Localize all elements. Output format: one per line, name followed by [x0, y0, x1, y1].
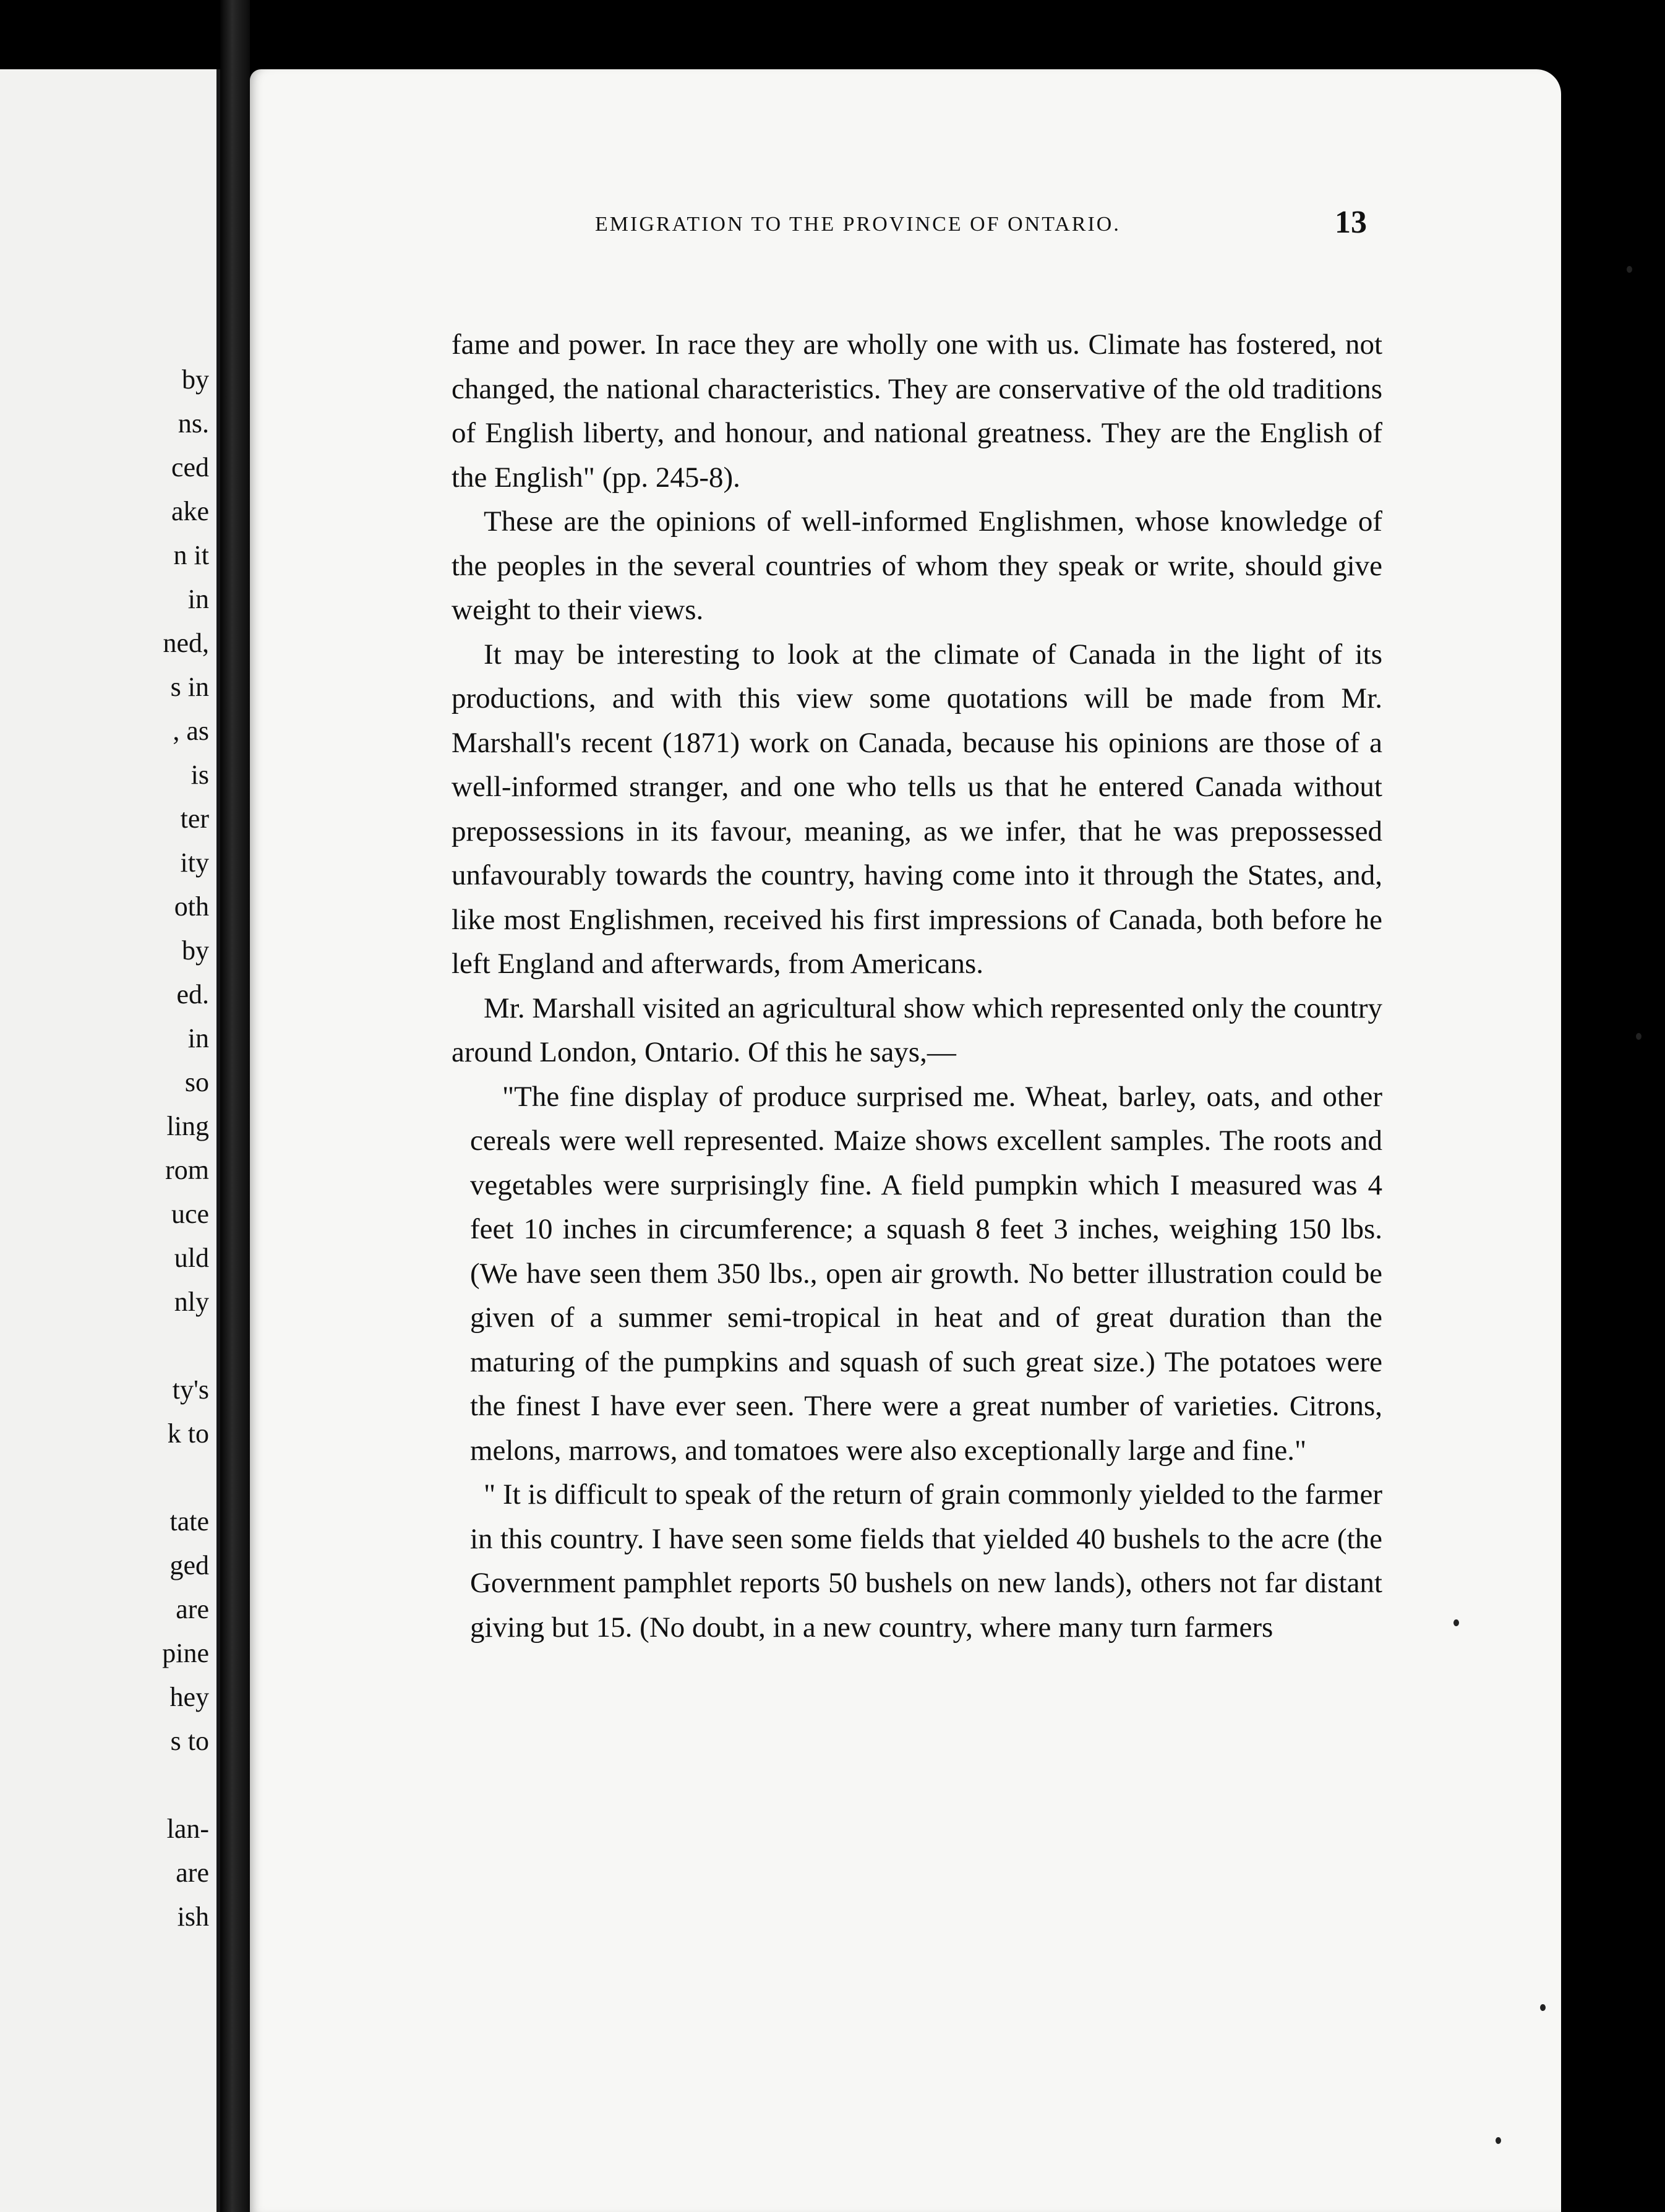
- facing-page-fragment: are: [176, 1594, 209, 1624]
- facing-page-fragment: are: [176, 1858, 209, 1888]
- facing-page-fragment: in: [187, 1023, 209, 1053]
- scan-speck: [1496, 2137, 1501, 2144]
- paragraph: Mr. Marshall visited an agricultural show which represented only the country around London, Ontario. Of this he says,—: [452, 992, 1382, 1068]
- facing-page-fragment: oth: [174, 891, 209, 922]
- facing-page: [0, 69, 220, 2212]
- scan-speck: [1453, 1619, 1459, 1626]
- book-gutter: [220, 0, 250, 2212]
- facing-page-fragment: ake: [171, 496, 209, 526]
- facing-page-fragment: ish: [177, 1901, 209, 1932]
- body-text: [452, 323, 1382, 1650]
- facing-page-fragment: ced: [171, 452, 209, 482]
- facing-page-fragment: k to: [167, 1418, 209, 1449]
- facing-page-fragment: n it: [173, 540, 209, 570]
- scan-speck: [1627, 266, 1632, 273]
- facing-page-fragment: ter: [180, 804, 209, 834]
- facing-page-fragment: ed.: [176, 979, 209, 1010]
- scan-speck: [1636, 1033, 1641, 1040]
- facing-page-fragment: uld: [174, 1243, 209, 1273]
- facing-page-fragment: in: [187, 584, 209, 614]
- scan-speck: [1540, 2004, 1546, 2011]
- facing-page-fragment: ns.: [178, 408, 209, 439]
- facing-page-fragment: rom: [165, 1155, 209, 1185]
- facing-page-fragment: tate: [169, 1506, 209, 1537]
- facing-page-fragment: lan-: [166, 1814, 209, 1844]
- paragraph: fame and power. In race they are wholly one with us. Climate has fostered, not changed, the national characteristics. They are conservative of the old traditions of English liberty, and honour, and national greatness. They are the English of the English" (pp. 245-8).: [452, 328, 1382, 494]
- paragraph: It may be interesting to look at the climate of Canada in the light of its productions, and with this view some quotations will be made from Mr. Marshall's recent (1871) work on Canada, because his opinions are those of a well-informed stranger, and one who tells us that he entered Canada without prepossessions in its favour, meaning, as we infer, that he was prepossessed unfavourably towards the country, having come into it through the States, and, like most Englishmen, received his first impressions of Canada, both before he left England and afterwards, from Americans.: [452, 638, 1382, 980]
- running-title: EMIGRATION TO THE PROVINCE OF ONTARIO.: [595, 213, 1121, 236]
- facing-page-fragment: ned,: [163, 628, 209, 658]
- facing-page-fragment: s to: [170, 1726, 209, 1756]
- facing-page-fragment: uce: [171, 1199, 209, 1229]
- facing-page-fragment: nly: [174, 1287, 209, 1317]
- facing-page-fragment: pine: [162, 1638, 209, 1668]
- running-head: [341, 204, 1380, 247]
- facing-page-fragment: by: [182, 935, 209, 966]
- quoted-paragraph: "The fine display of produce surprised me. Wheat, barley, oats, and other cereals were well represented. Maize shows excellent samples. The roots and vegetables were surprisingly fine. A field pumpkin which I measured was 4 feet 10 inches in circumference; a squash 8 feet 3 inches, weighing 150 lbs. (We have seen them 350 lbs., open air growth. No better illustration could be given of a summer semi-tropical in heat and of great duration than the maturing of the pumpkins and squash of such great size.) The potatoes were the finest I have ever seen. There were a great number of varieties. Citrons, melons, marrows, and tomatoes were also exceptionally large and fine.": [470, 1080, 1382, 1467]
- facing-page-fragment: ged: [169, 1550, 209, 1580]
- facing-page-fragment: is: [190, 760, 209, 790]
- facing-page-fragment: ity: [180, 847, 209, 878]
- facing-page-fragment: so: [184, 1067, 209, 1097]
- facing-page-fragment: s in: [170, 672, 209, 702]
- facing-page-fragment: hey: [169, 1682, 209, 1712]
- page-number: 13: [1335, 205, 1367, 240]
- facing-page-fragment: , as: [173, 716, 209, 746]
- facing-page-fragment: by: [182, 364, 209, 395]
- quoted-paragraph: " It is difficult to speak of the return of grain commonly yielded to the farmer in this country. I have seen some fields that yielded 40 bushels to the acre (the Government pamphlet reports 50 bushels on new lands), others not far distant giving but 15. (No doubt, in a new country, where many turn farmers: [470, 1478, 1382, 1644]
- paragraph: These are the opinions of well-informed Englishmen, whose knowledge of the peoples in the several countries of whom they speak or write, should give weight to their views.: [452, 505, 1382, 626]
- facing-page-fragment: ling: [166, 1111, 209, 1141]
- facing-page-fragment: ty's: [172, 1374, 209, 1405]
